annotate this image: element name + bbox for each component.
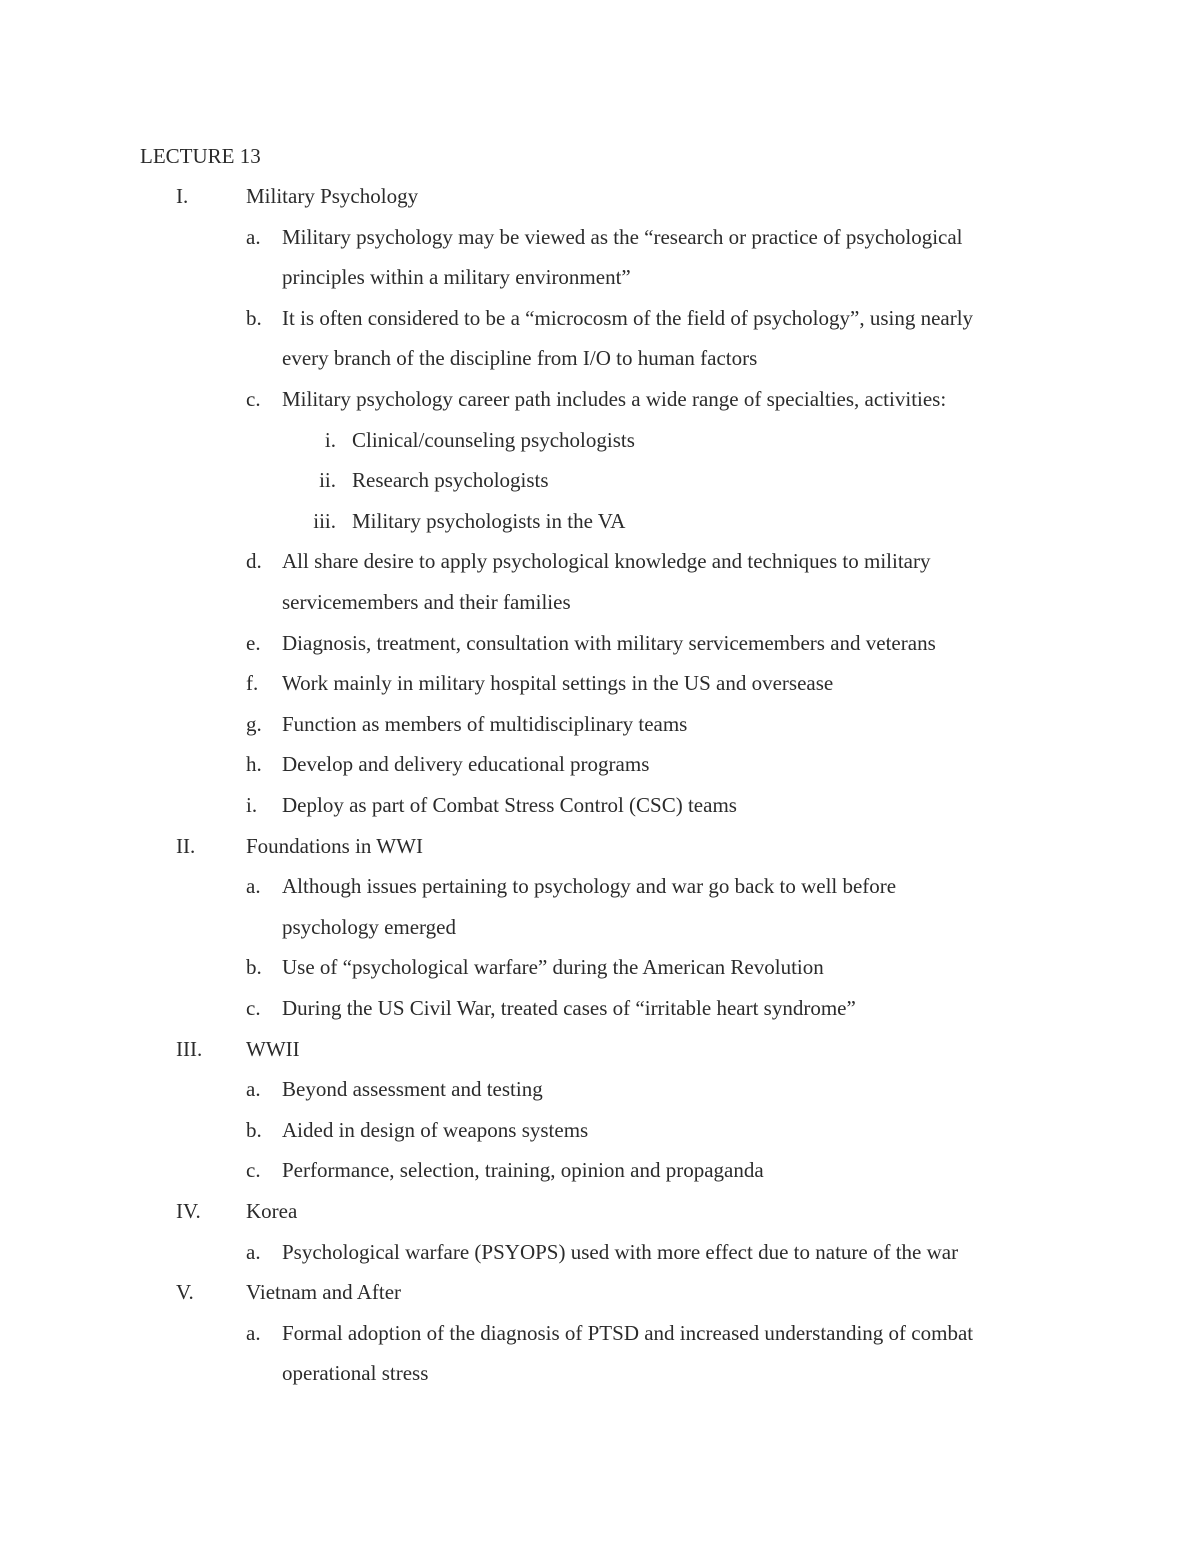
- list-item-text: Function as members of multidisciplinary teams: [282, 711, 688, 736]
- list-item-marker: b.: [246, 305, 262, 330]
- list-item-marker: a.: [246, 224, 261, 249]
- list-item-text: Beyond assessment and testing: [282, 1077, 543, 1102]
- section-numeral: II.: [176, 833, 196, 858]
- list-item-text: Performance, selection, training, opinion and propaganda: [282, 1158, 764, 1183]
- list-item-text: During the US Civil War, treated cases of “irritable heart syndrome”: [282, 996, 856, 1020]
- list-item-marker: b.: [246, 1117, 262, 1142]
- section-numeral: I.: [176, 184, 189, 208]
- list-item-text: All share desire to apply psychological knowledge and techniques to military: [282, 549, 931, 574]
- list-item-text: principles within a military environment”: [282, 265, 631, 290]
- list-item-marker: c.: [246, 387, 261, 411]
- list-item-marker: a.: [246, 874, 261, 899]
- list-item-text: Although issues pertaining to psychology and war go back to well before: [282, 874, 897, 899]
- list-item-marker: a.: [246, 1077, 261, 1102]
- list-item-text: It is often considered to be a “microcosm of the field of psychology”, using nearly: [282, 305, 974, 330]
- sub-item-text: Clinical/counseling psychologists: [352, 427, 635, 452]
- list-item-marker: d.: [246, 549, 262, 574]
- section-heading: Vietnam and After: [246, 1280, 402, 1305]
- section-numeral: IV.: [176, 1199, 201, 1223]
- section-heading: Foundations in WWI: [246, 833, 423, 858]
- list-item-marker: h.: [246, 752, 262, 777]
- list-item-marker: f.: [246, 671, 259, 696]
- lecture-title: LECTURE 13: [140, 144, 261, 168]
- list-item-marker: i.: [246, 793, 258, 817]
- list-item-marker: c.: [246, 1158, 261, 1183]
- list-item-text: operational stress: [282, 1361, 429, 1386]
- section-heading: Korea: [246, 1199, 298, 1223]
- list-item-text: psychology emerged: [282, 914, 456, 939]
- list-item-marker: c.: [246, 996, 261, 1020]
- list-item-text: Work mainly in military hospital settings in the US and oversease: [282, 671, 834, 696]
- list-item-text: Military psychology career path includes a wide range of specialties, activities:: [282, 387, 947, 411]
- sub-item-marker: ii.: [319, 468, 336, 493]
- section-numeral: V.: [176, 1280, 194, 1305]
- list-item-text: Formal adoption of the diagnosis of PTSD and increased understanding of combat: [282, 1320, 974, 1345]
- list-item-text: Use of “psychological warfare” during the American Revolution: [282, 955, 824, 980]
- sub-item-marker: i.: [324, 427, 336, 452]
- list-item-text: Develop and delivery educational programs: [282, 752, 650, 777]
- list-item-text: Military psychology may be viewed as the “research or practice of psychological: [282, 224, 963, 249]
- list-item-text: Deploy as part of Combat Stress Control (CSC) teams: [282, 793, 737, 817]
- list-item-text: every branch of the discipline from I/O to human factors: [282, 346, 758, 371]
- list-item-text: Psychological warfare (PSYOPS) used with more effect due to nature of the war: [282, 1239, 959, 1264]
- section-numeral: III.: [176, 1036, 203, 1061]
- list-item-marker: b.: [246, 955, 262, 980]
- sub-item-text: Research psychologists: [352, 468, 549, 493]
- list-item-text: servicemembers and their families: [282, 590, 571, 614]
- section-heading: Military Psychology: [246, 184, 419, 208]
- list-item-marker: g.: [246, 711, 262, 736]
- list-item-marker: e.: [246, 630, 261, 655]
- sub-item-text: Military psychologists in the VA: [352, 508, 626, 533]
- list-item-text: Diagnosis, treatment, consultation with military servicemembers and veterans: [282, 630, 936, 655]
- sub-item-marker: iii.: [313, 508, 336, 533]
- section-heading: WWII: [246, 1036, 300, 1061]
- list-item-marker: a.: [246, 1239, 261, 1264]
- list-item-text: Aided in design of weapons systems: [282, 1117, 589, 1142]
- list-item-marker: a.: [246, 1320, 261, 1345]
